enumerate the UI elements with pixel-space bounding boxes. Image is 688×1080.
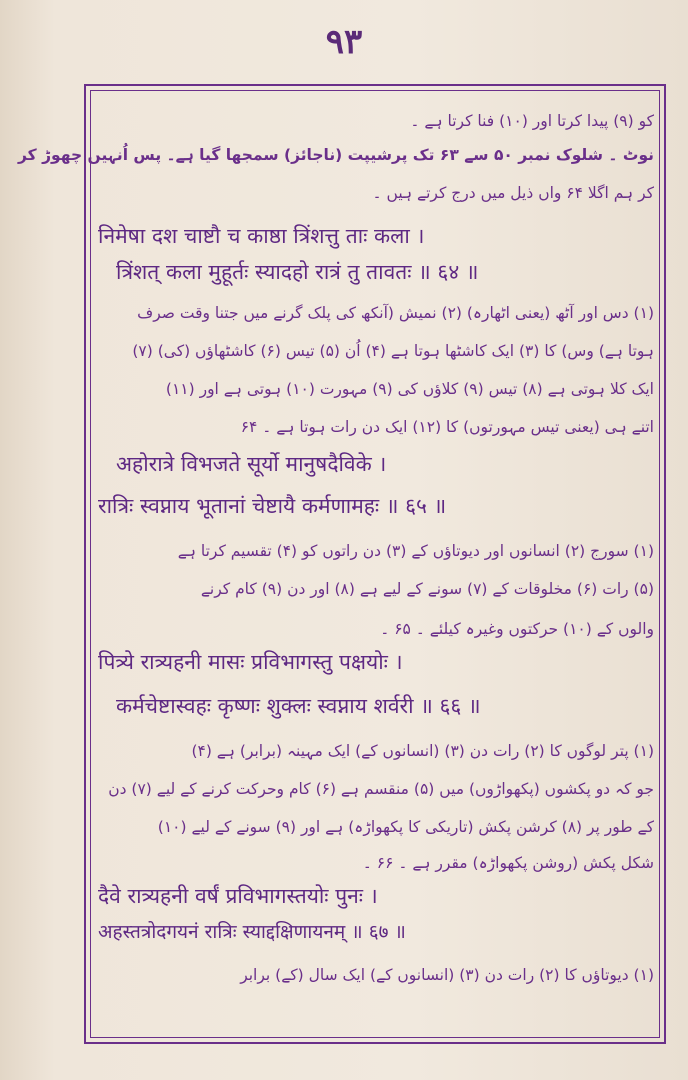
sanskrit-verse-line: त्रिंशत् कला मुहूर्तः स्यादहो रात्रं तु तावतः ॥ ६४ ॥: [116, 260, 479, 284]
page-number: ٩٣: [325, 22, 363, 62]
sanskrit-verse-line: कर्मचेष्टास्वहः कृष्णः शुक्लः स्वप्नाय शर्वरी ॥ ६६ ॥: [116, 694, 481, 718]
urdu-text-line: (۱) دیوتاؤں کا (۲) رات دن (۳) (انسانوں کے) ایک سال (کے) برابر: [240, 966, 654, 984]
note-line: نوٹ ۔ شلوک نمبر ۵۰ سے ۶۳ تک پرشیپت (ناجائز) سمجھا گیا ہے۔ پس اُنہیں چھوڑ کر: [18, 146, 654, 164]
urdu-text-line: کر ہم اگلا ۶۴ واں ذیل میں درج کرتے ہیں ۔: [372, 184, 654, 202]
urdu-text-line: کے طور پر (۸) کرشن پکش (تاریکی کا پکھواڑہ) ہے اور (۹) سونے کے لیے (۱۰): [157, 818, 654, 836]
urdu-text-line: ایک کلا ہوتی ہے (۸) تیس (۹) کلاؤں کی (۹) مہورت (۱۰) ہوتی ہے اور (۱۱): [165, 380, 654, 398]
urdu-text-line: ہوتا ہے) وس) کا (۳) ایک کاشٹھا ہوتا ہے (۴) اُن (۵) تیس (۶) کاشٹھاؤں (کی) (۷): [132, 342, 654, 360]
sanskrit-verse-line: रात्रिः स्वप्नाय भूतानां चेष्टायै कर्मणामहः ॥ ६५ ॥: [98, 494, 447, 518]
urdu-text-line: اتنے ہی (یعنی تیس مہورتوں) کا (۱۲) ایک دن رات ہوتا ہے ۔ ۶۴: [240, 418, 654, 436]
urdu-text-line: (۱) پتر لوگوں کا (۲) رات دن (۳) (انسانوں کے) ایک مہینہ (برابر) ہے (۴): [191, 742, 654, 760]
sanskrit-verse-line: दैवे रात्र्यहनी वर्षं प्रविभागस्तयोः पुनः ।: [98, 884, 378, 908]
urdu-text-line: جو کہ دو پکشوں (پکھواڑوں) میں (۵) منقسم ہے (۶) کام وحرکت کرنے کے لیے (۷) دن: [108, 780, 654, 798]
sanskrit-verse-line: अहोरात्रे विभजते सूर्यो मानुषदैविके ।: [116, 452, 387, 476]
urdu-text-line: والوں کے (۱۰) حرکتوں وغیرہ کیلئے ۔ ۶۵ ۔: [380, 620, 654, 638]
urdu-text-line: کو (۹) پیدا کرتا اور (۱۰) فنا کرتا ہے ۔: [410, 112, 654, 130]
sanskrit-verse-line: पित्र्ये रात्र्यहनी मासः प्रविभागस्तु पक्षयोः ।: [98, 650, 403, 674]
sanskrit-verse-line: अहस्तत्रोदगयनं रात्रिः स्याद्दक्षिणायनम् ॥ ६७ ॥: [98, 921, 406, 943]
page-content: [18, 98, 654, 1038]
urdu-text-line: (۱) دس اور آٹھ (یعنی اٹھارہ) (۲) نمیش (آنکھ کی پلک گرنے میں جتنا وقت صرف: [137, 304, 654, 322]
urdu-text-line: (۱) سورج (۲) انسانوں اور دیوتاؤں کے (۳) دن راتوں کو (۴) تقسیم کرتا ہے: [177, 542, 654, 560]
sanskrit-verse-line: निमेषा दश चाष्टौ च काष्ठा त्रिंशत्तु ताः कला ।: [98, 224, 425, 248]
urdu-text-line: شکل پکش (روشن پکھواڑہ) مقرر ہے ۔ ۶۶ ۔: [362, 854, 654, 872]
urdu-text-line: (۵) رات (۶) مخلوقات کے (۷) سونے کے لیے ہے (۸) اور دن (۹) کام کرنے: [200, 580, 654, 598]
